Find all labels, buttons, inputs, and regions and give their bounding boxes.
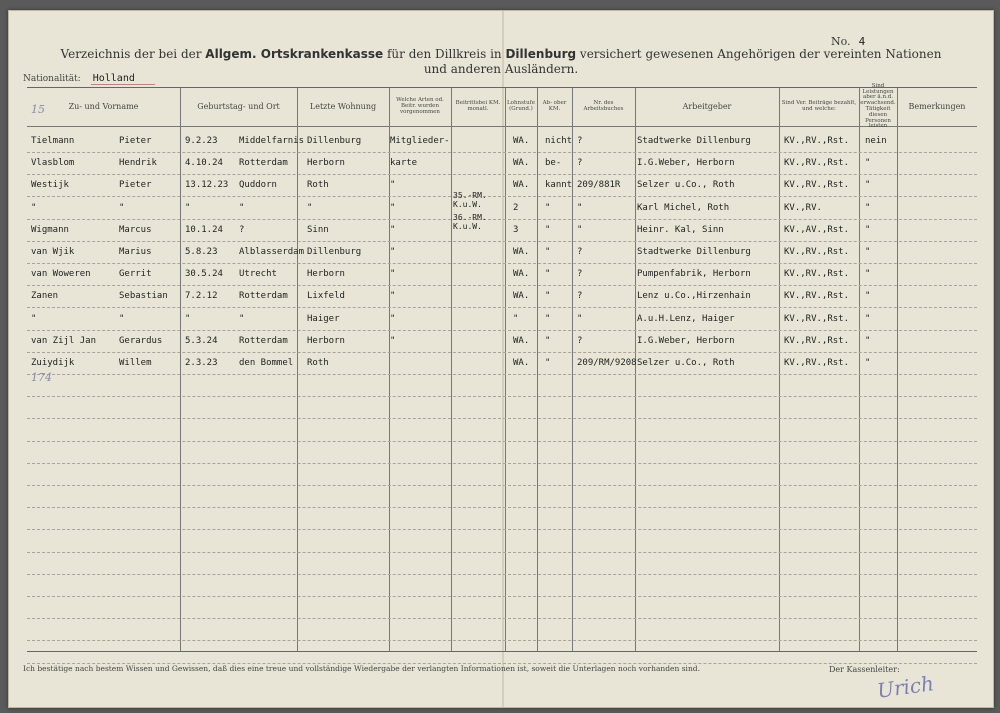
cell-wage: 3 (513, 224, 519, 235)
cell-place: Utrecht (239, 269, 277, 280)
cell-paid: KV.,RV.,Rst. (784, 335, 850, 346)
cell-birth: 30.5.24 (185, 269, 223, 280)
cell-workbook: " (577, 202, 583, 213)
cell-firstname: Pieter (119, 136, 152, 146)
col-benefits-header: Sind Leistungen aber ä.n.d. erwachsend. Tätigkeit diesen Personen (860, 82, 896, 124)
cell-paid: KV.,RV.,Rst. (784, 247, 850, 257)
row-ruling (27, 441, 977, 442)
cell-surname: van Woweren (31, 269, 91, 280)
cell-wage: WA. (513, 136, 530, 146)
cell-wage: " (513, 313, 519, 324)
cell-employer: Pumpenfabrik, Herborn (637, 269, 751, 280)
cell-birth: 2.3.23 (185, 358, 218, 368)
cell-km: nicht (545, 136, 573, 146)
cell-residence: Roth (307, 180, 329, 191)
cell-place: Middelfarnis (239, 136, 305, 146)
cell-km: kannt (545, 180, 573, 191)
cell-benefits: " (865, 335, 871, 346)
nationality-field (23, 73, 155, 84)
cell-monthly: 35.-RM. K.u.W. (453, 190, 487, 209)
cell-employer: Stadtwerke Dillenburg (637, 247, 751, 257)
cell-wage: WA. (513, 247, 530, 257)
cell-paid: KV.,RV. (784, 202, 822, 213)
cell-firstname: Willem (119, 358, 152, 368)
cell-surname: " (31, 202, 37, 213)
margin-annotation-top: 15 (31, 103, 45, 116)
cell-workbook: ? (577, 269, 583, 280)
header-divider (27, 126, 977, 127)
cell-birth: " (185, 202, 191, 213)
row-ruling (27, 285, 977, 286)
column-divider (505, 88, 506, 651)
cell-birth: 5.8.23 (185, 247, 218, 257)
cell-employer: I.G.Weber, Herborn (637, 158, 735, 169)
cell-firstname: Marius (119, 247, 152, 257)
row-ruling (27, 640, 977, 641)
cell-surname: Vlasblom (31, 158, 75, 169)
cell-firstname: Gerardus (119, 335, 163, 346)
cell-benefits: nein (865, 136, 887, 146)
col-wage-header: Lohnstufe (Grund.) (507, 100, 535, 112)
cell-residence: Herborn (307, 158, 345, 169)
cell-place: " (239, 313, 245, 324)
row-ruling (27, 529, 977, 530)
cell-residence: Dillenburg (307, 136, 362, 146)
cell-residence: " (307, 202, 313, 213)
cell-firstname: Gerrit (119, 269, 152, 280)
col-employer-header: Arbeitgeber (682, 101, 732, 111)
column-divider (859, 88, 860, 651)
document-title-line2: und anderen Ausländern. (423, 62, 579, 76)
cell-residence: Herborn (307, 269, 345, 280)
cell-paid: KV.,RV.,Rst. (784, 158, 850, 169)
handwritten-signature: Urich (875, 671, 936, 703)
cell-surname: Wigmann (31, 224, 69, 235)
cell-benefits: " (865, 313, 871, 324)
cell-birth: 4.10.24 (185, 158, 223, 169)
cell-residence: Roth (307, 358, 329, 368)
cell-benefits: " (865, 358, 871, 368)
row-ruling (27, 241, 977, 242)
row-ruling (27, 418, 977, 419)
row-ruling (27, 307, 977, 308)
cell-km: " (545, 247, 551, 257)
col-paid-header: Sind Ver. Beiträge bezahlt, und welche: (781, 100, 857, 112)
cell-place: Rotterdam (239, 291, 288, 302)
cell-wage: WA. (513, 158, 530, 169)
cell-place: den Bommel (239, 358, 294, 368)
column-divider (180, 88, 181, 651)
column-divider (537, 88, 538, 651)
col-km-header: Ab- ober KM. (542, 100, 567, 112)
cell-firstname: " (119, 202, 125, 213)
col-monthly-header: Beitrittsbei KM. monatl. (455, 100, 501, 112)
cell-km: " (545, 269, 551, 280)
cell-employer: Lenz u.Co.,Hirzenhain (637, 291, 751, 302)
cell-wage: 2 (513, 202, 519, 213)
margin-annotation-bottom: 174 (31, 371, 52, 384)
cell-workbook: 209/RM/9208 (577, 358, 637, 368)
cell-km: " (545, 291, 551, 302)
row-ruling (27, 463, 977, 464)
row-ruling (27, 618, 977, 619)
row-ruling (27, 152, 977, 153)
row-ruling (27, 574, 977, 575)
row-ruling (27, 174, 977, 175)
cell-wage: WA. (513, 291, 530, 302)
cell-place: " (239, 202, 245, 213)
cell-benefits: " (865, 202, 871, 213)
cell-employer: A.u.H.Lenz, Haiger (637, 313, 735, 324)
cell-monthly: 36.-RM. K.u.W. (453, 212, 487, 231)
cell-benefits: " (865, 224, 871, 235)
cell-paid: KV.,AV.,Rst. (784, 224, 850, 235)
cell-birth: 7.2.12 (185, 291, 218, 302)
column-divider (451, 88, 452, 651)
cell-benefits: " (865, 291, 871, 302)
cell-contrib: " (390, 269, 396, 280)
cell-benefits: " (865, 269, 871, 280)
cell-paid: KV.,RV.,Rst. (784, 136, 850, 146)
cell-residence: Dillenburg (307, 247, 362, 257)
cell-birth: " (185, 313, 191, 324)
cell-wage: WA. (513, 358, 530, 368)
cell-surname: Tielmann (31, 136, 75, 146)
cell-surname: van Zijl Jan (31, 335, 97, 346)
cell-firstname: Marcus (119, 224, 152, 235)
column-divider (779, 88, 780, 651)
cell-birth: 9.2.23 (185, 136, 218, 146)
column-divider (297, 88, 298, 651)
cell-workbook: " (577, 313, 583, 324)
cell-residence: Herborn (307, 335, 345, 346)
cell-paid: KV.,RV.,Rst. (784, 358, 850, 368)
cell-paid: KV.,RV.,Rst. (784, 269, 850, 280)
row-ruling (27, 330, 977, 331)
cell-firstname: Hendrik (119, 158, 157, 169)
col-workbook-header: Nr. des Arbeitsbuches (583, 100, 624, 112)
cell-benefits: " (865, 247, 871, 257)
cell-place: Rotterdam (239, 335, 288, 346)
cell-workbook: 209/881R (577, 180, 621, 191)
cell-place: Alblasserdam (239, 247, 305, 257)
col-birth-header: Geburtstag- und Ort (197, 101, 280, 111)
cell-employer: Stadtwerke Dillenburg (637, 136, 751, 146)
cell-km: " (545, 358, 551, 368)
document-title: Verzeichnis der bei der Allgem. Ortskrankenkasse für den Dillkreis in Dillenburg versichert gewesenen Angehörigen der vereinten Nationen (60, 47, 942, 61)
cell-workbook: " (577, 224, 583, 235)
cell-workbook: ? (577, 291, 583, 302)
row-ruling (27, 507, 977, 508)
cell-residence: Lixfeld (307, 291, 345, 302)
cell-workbook: ? (577, 136, 583, 146)
col-residence-header: Letzte Wohnung (309, 101, 377, 111)
cell-contrib: " (390, 202, 396, 213)
cell-km: be- (545, 158, 562, 169)
document-sheet (8, 10, 994, 708)
cell-paid: KV.,RV.,Rst. (784, 180, 850, 191)
cell-surname: van Wjik (31, 247, 75, 257)
cell-place: Quddorn (239, 180, 277, 191)
row-ruling (27, 596, 977, 597)
cell-surname: Westijk (31, 180, 69, 191)
cell-km: " (545, 313, 551, 324)
column-divider (635, 88, 636, 651)
cell-employer: Selzer u.Co., Roth (637, 180, 735, 191)
cell-place: ? (239, 224, 245, 235)
cell-workbook: ? (577, 247, 583, 257)
document-number: No. 4 (831, 35, 866, 48)
row-ruling (27, 263, 977, 264)
cell-km: " (545, 224, 551, 235)
document-number-value: 4 (858, 35, 866, 48)
cell-residence: Sinn (307, 224, 329, 235)
cell-contrib: " (390, 224, 396, 235)
cell-surname: " (31, 313, 37, 324)
cell-contrib: Mitglieder- (390, 136, 450, 146)
row-ruling (27, 396, 977, 397)
cell-wage: WA. (513, 335, 530, 346)
cell-benefits: " (865, 180, 871, 191)
column-divider (897, 88, 898, 651)
cell-benefits: " (865, 158, 871, 169)
cell-employer: I.G.Weber, Herborn (637, 335, 735, 346)
certification-statement: Ich bestätige nach bestem Wissen und Gewissen, daß dies eine treue und vollständige Wiedergabe der verlangten Informationen ist, soweit die Unterlagen noch vorhanden sind. (23, 664, 700, 673)
cell-firstname: Sebastian (119, 291, 168, 302)
cell-surname: Zuiydijk (31, 358, 75, 368)
nationality-label: Nationalität: (23, 74, 81, 84)
row-ruling (27, 552, 977, 553)
column-divider (572, 88, 573, 651)
cell-employer: Karl Michel, Roth (637, 202, 730, 213)
cell-contrib: " (390, 291, 396, 302)
cell-contrib: " (390, 247, 396, 257)
cell-km: " (545, 335, 551, 346)
column-divider (389, 88, 390, 651)
col-name-header: Zu- und Vorname (68, 101, 139, 111)
nationality-value: Holland (91, 73, 155, 85)
col-remarks-header: Bemerkungen (908, 101, 966, 111)
cell-contrib: " (390, 180, 396, 191)
cell-employer: Selzer u.Co., Roth (637, 358, 735, 368)
row-ruling (27, 374, 977, 375)
cell-contrib: " (390, 335, 396, 346)
cell-firstname: " (119, 313, 125, 324)
cell-workbook: ? (577, 158, 583, 169)
signer-label: Der Kassenleiter: (829, 665, 900, 674)
cell-residence: Haiger (307, 313, 340, 324)
cell-employer: Heinr. Kal, Sinn (637, 224, 724, 235)
cell-km: " (545, 202, 551, 213)
cell-wage: WA. (513, 180, 530, 191)
row-ruling (27, 352, 977, 353)
register-table (27, 82, 977, 652)
cell-wage: WA. (513, 269, 530, 280)
cell-workbook: ? (577, 335, 583, 346)
cell-surname: Zanen (31, 291, 59, 302)
cell-contrib: karte (390, 158, 418, 169)
cell-paid: KV.,RV.,Rst. (784, 291, 850, 302)
cell-birth: 13.12.23 (185, 180, 229, 191)
col-contrib-header: Welche Arten od. Beitr. wurden vorgenommen (396, 97, 444, 115)
row-ruling (27, 485, 977, 486)
cell-contrib: " (390, 313, 396, 324)
cell-birth: 5.3.24 (185, 335, 218, 346)
cell-place: Rotterdam (239, 158, 288, 169)
cell-firstname: Pieter (119, 180, 152, 191)
cell-paid: KV.,RV.,Rst. (784, 313, 850, 324)
cell-birth: 10.1.24 (185, 224, 223, 235)
